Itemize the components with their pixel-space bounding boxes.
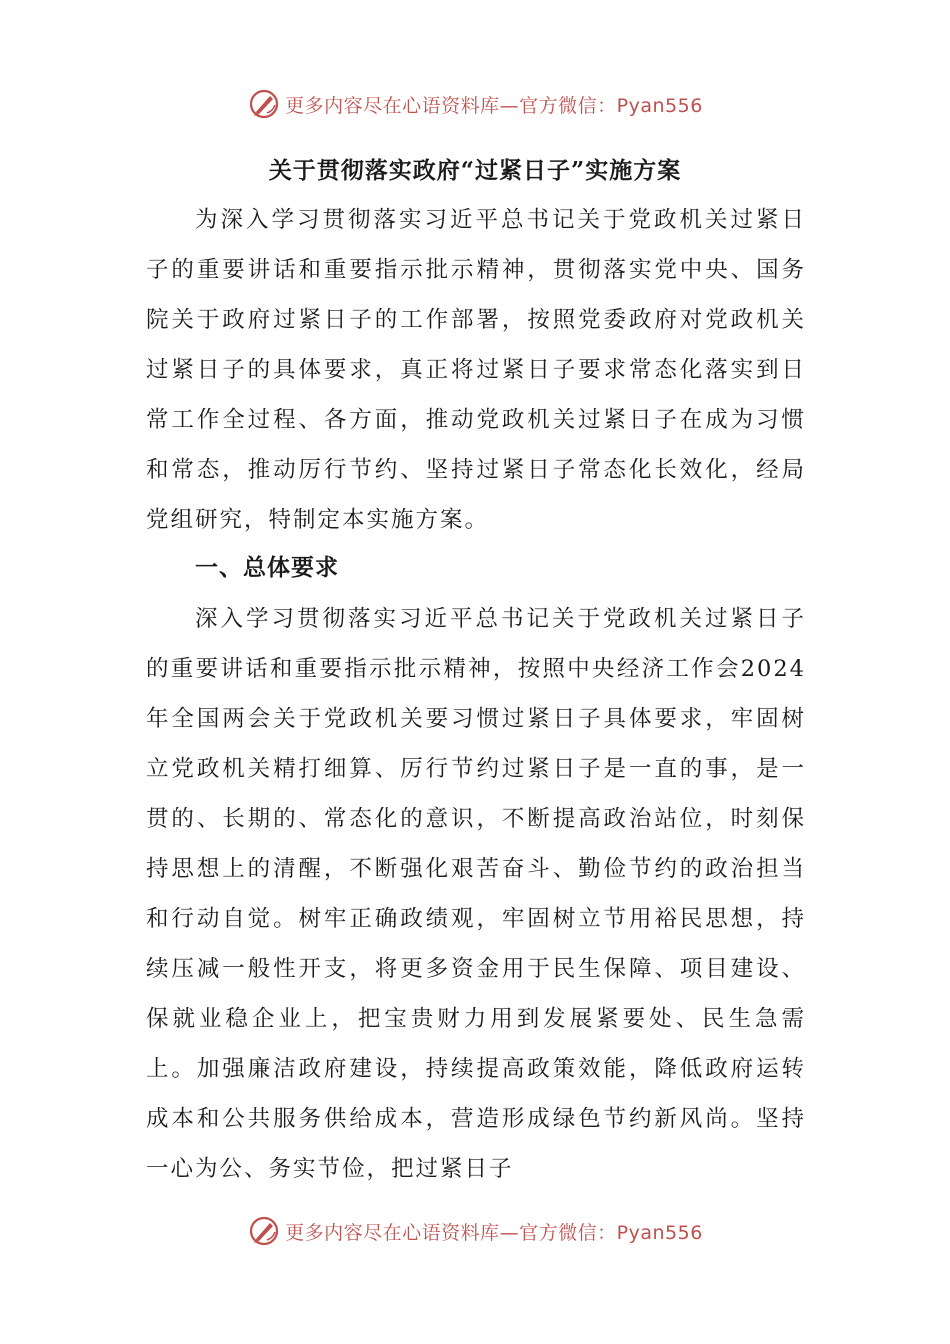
watermark-banner-bottom (0, 1211, 950, 1251)
pen-circle-logo-icon (247, 87, 281, 121)
pen-circle-logo-icon (247, 1214, 281, 1248)
section-paragraph: 深入学习贯彻落实习近平总书记关于党政机关过紧日子的重要讲话和重要指示批示精神，按照中央经济工作会2024年全国两会关于党政机关要习惯过紧日子具体要求，牢固树立党政机关精打细算、厉行节约过紧日子是一直的事，是一贯的、长期的、常态化的意识，不断提高政治站位，时刻保持思想上的清醒，不断强化艰苦奋斗、勤俭节约的政治担当和行动自觉。树牢正确政绩观，牢固树立节用裕民思想，持续压减一般性开支，将更多资金用于民生保障、项目建设、保就业稳企业上，把宝贵财力用到发展紧要处、民生急需上。加强廉洁政府建设，持续提高政策效能，降低政府运转成本和公共服务供给成本，营造形成绿色节约新风尚。坚持一心为公、务实节俭，把过紧日子 (146, 606, 806, 1182)
section-heading-overall-requirements: 一、总体要求 (195, 554, 339, 581)
intro-paragraph: 为深入学习贯彻落实习近平总书记关于党政机关过紧日子的重要讲话和重要指示批示精神，贯彻落实党中央、国务院关于政府过紧日子的工作部署，按照党委政府对党政机关过紧日子的具体要求，真正将过紧日子要求常态化落实到日常工作全过程、各方面，推动党政机关过紧日子在成为习惯和常态，推动厉行节约、坚持过紧日子常态化长效化，经局党组研究，特制定本实施方案。 (146, 207, 806, 533)
document-title: 关于贯彻落实政府“过紧日子”实施方案 (268, 157, 682, 184)
watermark-banner-top (0, 84, 950, 124)
watermark-text: 更多内容尽在心语资料库—官方微信：Pyan556 (285, 1221, 703, 1244)
watermark-text: 更多内容尽在心语资料库—官方微信：Pyan556 (285, 94, 703, 117)
